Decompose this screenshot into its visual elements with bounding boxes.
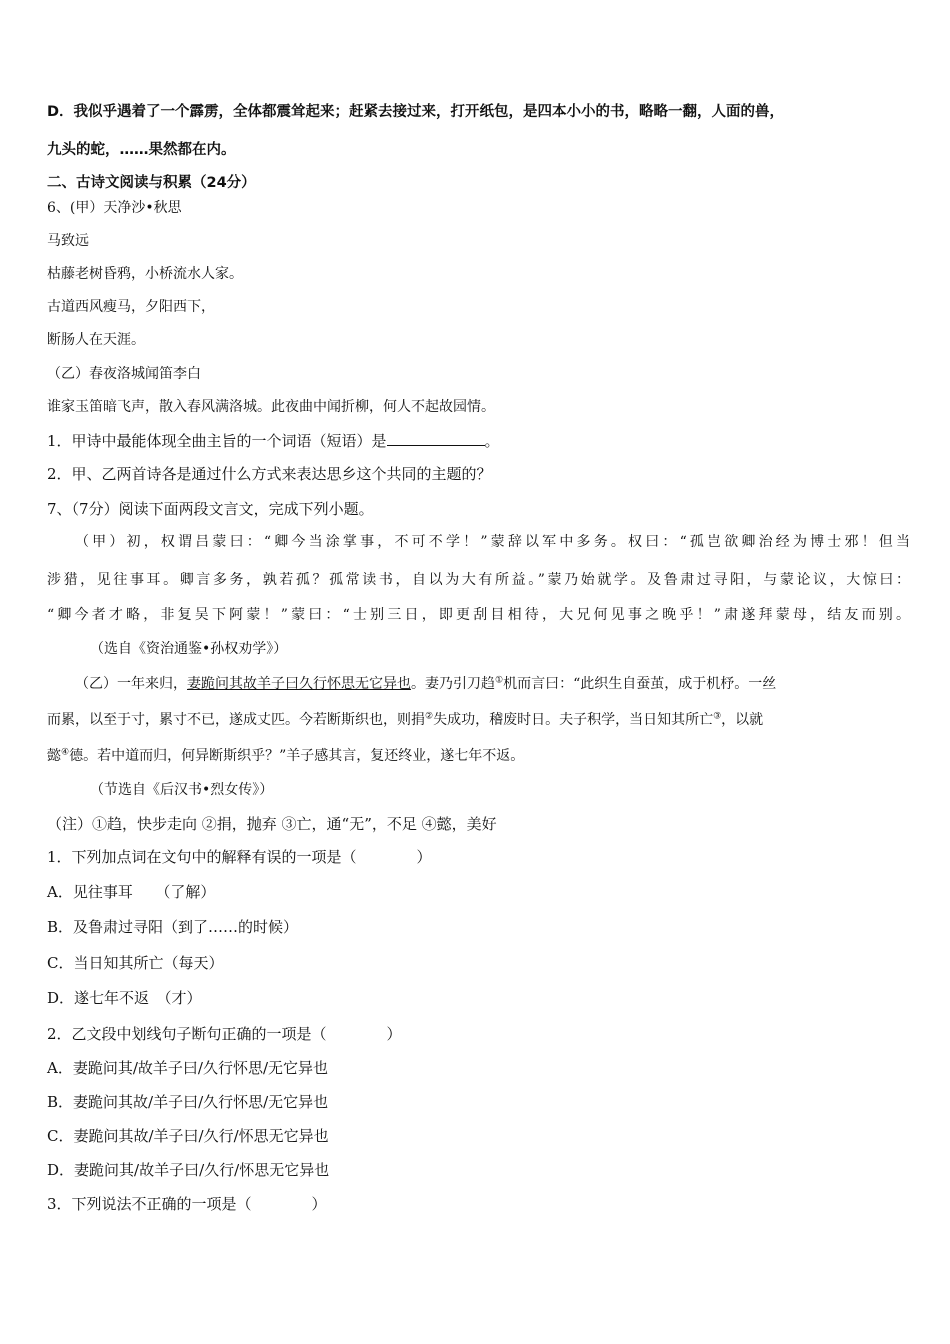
q7-sub2-option-a[interactable]: A．妻跪问其/故羊子曰/久行怀思/无它异也 bbox=[47, 1059, 328, 1077]
q7-sub2-option-d[interactable]: D．妻跪问其/故羊子曰/久行/怀思无它异也 bbox=[47, 1161, 330, 1179]
q7-passage-a-line: “卿今者才略，非复吴下阿蒙！”蒙曰：“士别三日，即更刮目相待，大兄何见事之晚乎！”肃遂拜蒙母，结友而别。 bbox=[47, 607, 910, 623]
q7-sub1-option-d[interactable]: D．遂七年不返 （才） bbox=[47, 989, 202, 1007]
note-mark: ② bbox=[425, 711, 434, 722]
passage-b-text: 。妻乃引刀趋 bbox=[411, 676, 495, 692]
q7-passage-a-line: 涉猎，见往事耳。卿言多务，孰若孤？孤常读书，自以为大有所益。”蒙乃始就学。及鲁肃过寻阳，与蒙论议，大惊曰： bbox=[47, 572, 910, 588]
q5-option-d-line2: 九头的蛇，……果然都在内。 bbox=[47, 142, 236, 158]
q6-sub1 bbox=[47, 431, 920, 451]
q6-poem-a-title: 6、(甲）天净沙•秋思 bbox=[47, 200, 182, 216]
q7-source-a: （选自《资治通鉴•孙权劝学》） bbox=[90, 641, 288, 657]
q6-poem-b-title: （乙）春夜洛城闻笛李白 bbox=[47, 366, 201, 382]
passage-b-text: 机而言曰：“此织生自蚕茧，成于机杼。一丝 bbox=[503, 676, 777, 692]
answer-blank[interactable] bbox=[387, 431, 485, 446]
note-mark: ① bbox=[495, 675, 504, 686]
section2-title: 二、古诗文阅读与积累（24分） bbox=[47, 175, 256, 191]
q6-poem-a-line: 枯藤老树昏鸦，小桥流水人家。 bbox=[47, 266, 243, 282]
q7-sub3: 3．下列说法不正确的一项是（ ） bbox=[47, 1195, 327, 1213]
q6-poem-b-text: 谁家玉笛暗飞声，散入春风满洛城。此夜曲中闻折柳，何人不起故园情。 bbox=[47, 399, 495, 415]
q7-sub2: 2．乙文段中划线句子断句正确的一项是（ ） bbox=[47, 1025, 402, 1043]
passage-b-text: 而累，以至于寸，累寸不已，遂成丈匹。今若断斯织也，则捐 bbox=[47, 712, 425, 728]
passage-b-text: （乙）一年来归， bbox=[75, 676, 187, 692]
note-mark: ③ bbox=[713, 711, 722, 722]
q7-notes: （注）①趋，快步走向 ②捐，抛弃 ③亡，通“无”，不足 ④懿，美好 bbox=[47, 815, 497, 833]
q7-sub2-option-b[interactable]: B．妻跪问其故/羊子曰/久行怀思/无它异也 bbox=[47, 1093, 329, 1111]
q7-sub1-option-b[interactable]: B．及鲁肃过寻阳（到了……的时候） bbox=[47, 918, 299, 936]
passage-b-text: ，以就 bbox=[721, 712, 764, 728]
q7-source-b: （节选自《后汉书•烈女传》） bbox=[90, 782, 274, 798]
q7-sub1: 1．下列加点词在文句中的解释有误的一项是（ ） bbox=[47, 848, 432, 866]
q6-poem-a-line: 古道西风瘦马，夕阳西下， bbox=[47, 299, 215, 315]
q7-sub2-option-c[interactable]: C．妻跪问其故/羊子曰/久行/怀思无它异也 bbox=[47, 1127, 329, 1145]
note-mark: ④ bbox=[61, 747, 70, 758]
passage-b-text: 懿 bbox=[47, 748, 61, 764]
q7-passage-b-line2 bbox=[47, 710, 920, 730]
q7-intro: 7、（7分）阅读下面两段文言文，完成下列小题。 bbox=[47, 500, 374, 518]
q7-passage-b-line3 bbox=[47, 746, 920, 766]
passage-b-text: 失成功，稽废时日。夫子积学，当日知其所亡 bbox=[433, 712, 714, 728]
q6-poem-a-line: 断肠人在天涯。 bbox=[47, 332, 145, 348]
q6-poem-a-author: 马致远 bbox=[47, 233, 89, 249]
q6-sub1-suffix: 。 bbox=[484, 432, 500, 450]
q6-sub1-text: 1．甲诗中最能体现全曲主旨的一个词语（短语）是 bbox=[47, 432, 387, 450]
q6-sub2: 2．甲、乙两首诗各是通过什么方式来表达思乡这个共同的主题的？ bbox=[47, 465, 492, 483]
q7-passage-b-line1 bbox=[75, 674, 920, 694]
passage-b-text: 德。若中道而归，何异断斯织乎？”羊子感其言，复还终业，遂七年不返。 bbox=[69, 748, 525, 764]
q7-sub1-option-c[interactable]: C．当日知其所亡（每天） bbox=[47, 954, 224, 972]
q5-option-d-line1: D．我似乎遇着了一个霹雳，全体都震耸起来；赶紧去接过来，打开纸包，是四本小小的书，略略一翻，人面的兽， bbox=[47, 104, 785, 120]
underlined-sentence: 妻跪问其故羊子曰久行怀思无它异也 bbox=[187, 676, 411, 692]
q7-passage-a-line: （甲）初，权谓吕蒙曰：“卿今当涂掌事，不可不学！”蒙辞以军中多务。权曰：“孤岂欲卿治经为博士邪！但当 bbox=[75, 534, 910, 550]
q7-sub1-option-a[interactable]: A．见往事耳 （了解） bbox=[47, 883, 216, 901]
